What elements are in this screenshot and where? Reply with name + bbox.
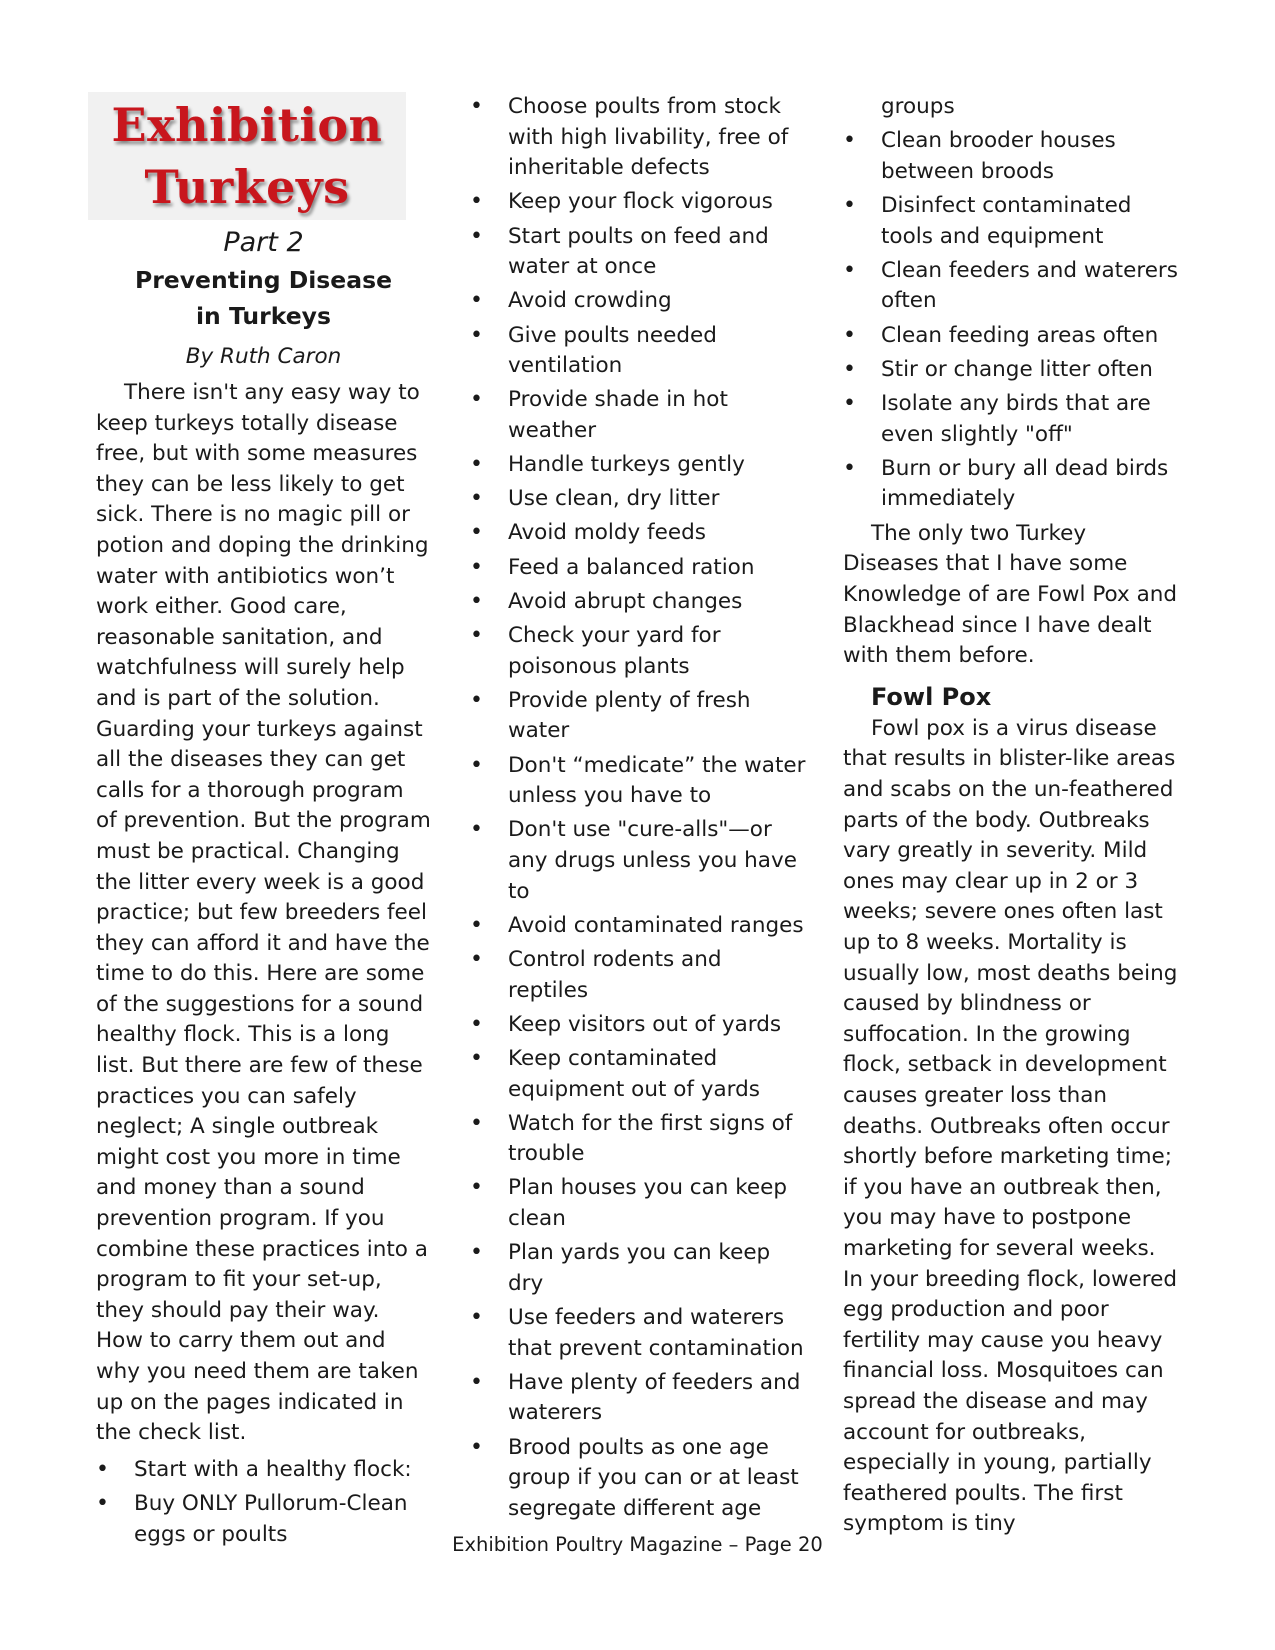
list-item: [470, 587, 806, 618]
list-item-text: Keep your flock vigorous: [508, 189, 773, 215]
list-item: [843, 321, 1181, 352]
list-item-text: Keep visitors out of yards: [508, 1011, 782, 1037]
column-3: [843, 92, 1181, 1540]
list-item-text: Start poults on feed and water at once: [508, 223, 769, 280]
list-item: [470, 1368, 806, 1429]
list-item-text: Give poults needed ventilation: [508, 322, 717, 379]
list-item-text: Avoid moldy feeds: [508, 520, 706, 546]
bullet-icon: •: [470, 223, 483, 249]
list-item-text: Provide plenty of fresh water: [508, 687, 751, 744]
bullet-icon: •: [470, 752, 483, 778]
list-item-text: Have plenty of feeders and waterers: [508, 1369, 801, 1426]
list-item-continuation: groups: [881, 94, 955, 119]
page-footer: Exhibition Poultry Magazine – Page 20: [452, 1533, 823, 1556]
list-item-text: Don't “medicate” the water unless you have to: [508, 752, 806, 809]
list-item-text: Use clean, dry litter: [508, 486, 720, 512]
list-item-text: Buy ONLY Pullorum-Clean eggs or poults: [134, 1490, 408, 1547]
list-item-text: Disinfect contaminated tools and equipment: [881, 192, 1132, 249]
list-item-text: Plan yards you can keep dry: [508, 1240, 771, 1296]
bullet-icon: •: [470, 623, 483, 649]
list-item-text: Check your yard for poisonous plants: [508, 623, 721, 679]
list-item-text: Don't use "cure-alls"—or any drugs unless you have to: [508, 817, 797, 904]
bullet-icon: •: [470, 1305, 483, 1331]
article-title-line-1: Exhibition: [111, 98, 383, 152]
bullet-icon: •: [470, 1110, 483, 1136]
list-item: [470, 92, 806, 184]
list-item: [470, 1010, 806, 1041]
bullet-icon: •: [843, 192, 856, 218]
list-item-text: Burn or bury all dead birds immediately: [881, 455, 1169, 512]
list-item: [470, 518, 806, 549]
list-item-text: Control rodents and reptiles: [508, 946, 722, 1003]
bullet-icon: •: [470, 1434, 483, 1460]
subtitle-line-1: Preventing Disease: [134, 266, 393, 294]
list-item: [470, 553, 806, 584]
bullet-icon: •: [843, 128, 856, 154]
list-item-text: Avoid abrupt changes: [508, 588, 743, 614]
list-item: [470, 911, 806, 942]
list-item-text: Clean feeders and waterers often: [881, 257, 1178, 314]
bullet-icon: •: [843, 322, 856, 348]
title-banner: [88, 92, 406, 220]
checklist-part-2: [470, 92, 806, 1524]
column-2: [470, 92, 806, 1528]
bullet-icon: •: [470, 1011, 483, 1037]
list-item: [843, 454, 1181, 515]
list-item: [470, 1109, 806, 1170]
list-item-text: Start with a healthy flock:: [134, 1456, 412, 1482]
bullet-icon: •: [470, 387, 483, 413]
intro-paragraph: There isn't any easy way to keep turkeys totally disease free, but with some measures they can be less likely to get sick. There is no magic pill or potion and doping the drinking water with antibiotics won’t work either. Good care, reasonable sanitation, and watchfulness will surely help and is part of the solution. Guarding your turkeys against all the diseases they can get calls for a thorough program of prevention. But the program must be practical. Changing the litter every week is a good practice; but few breeders feel they can afford it and have the time to do this. Here are some of the suggestions for a sound healthy flock. This is a long list. But there are few of these practices you can safely neglect; A single outbreak might cost you more in time and money than a sound prevention program. If you combine these practices into a program to fit your set-up, they should pay their way. How to carry them out and why you need them are taken up on the pages indicated in the check list.: [96, 380, 431, 1446]
list-item-text: Avoid contaminated ranges: [508, 912, 804, 938]
list-item: [470, 815, 806, 907]
checklist-part-3: [843, 126, 1181, 515]
bullet-icon: •: [470, 1369, 483, 1395]
list-item: [843, 126, 1181, 187]
list-item: [470, 751, 806, 812]
bullet-icon: •: [843, 390, 856, 416]
list-item: [470, 1173, 806, 1234]
column-1: [96, 92, 431, 1554]
bullet-icon: •: [470, 452, 483, 478]
list-item: [470, 187, 806, 218]
list-item: [96, 1455, 431, 1486]
list-item: [843, 256, 1181, 317]
bullet-icon: •: [470, 817, 483, 843]
list-item: [470, 1303, 806, 1364]
list-item-text: Plan houses you can keep clean: [508, 1175, 788, 1232]
bullet-icon: •: [470, 189, 483, 215]
bullet-icon: •: [843, 257, 856, 283]
part-label: Part 2: [223, 227, 304, 258]
byline: By Ruth Caron: [185, 344, 342, 369]
list-item: [470, 286, 806, 317]
list-item: [470, 1238, 806, 1299]
list-item-text: Avoid crowding: [508, 288, 672, 314]
list-item-text: Stir or change litter often: [881, 356, 1153, 382]
list-item: [470, 222, 806, 283]
list-item-text: Handle turkeys gently: [508, 452, 745, 478]
bullet-icon: •: [843, 455, 856, 481]
bullet-icon: •: [470, 588, 483, 614]
bullet-icon: •: [843, 356, 856, 382]
list-item-text: Brood poults as one age group if you can or at least segregate different age: [508, 1434, 799, 1521]
bullet-icon: •: [470, 554, 483, 580]
subtitle-line-2: in Turkeys: [196, 302, 331, 330]
fowl-pox-paragraph: Fowl pox is a virus disease that results in blister-like areas and scabs on the un-feathered parts of the body. Outbreaks vary greatly in severity. Mild ones may clear up in 2 or 3 weeks; severe ones often last up to 8 weeks. Mortality is usually low, most deaths being caused by blindness or suffocation. In the growing flock, setback in development causes greater loss than deaths. Outbreaks often occur shortly before marketing time; if you have an outbreak then, you may have to postpone marketing for several weeks. In your breeding flock, lowered egg production and poor fertility may cause you heavy financial loss. Mosquitoes can spread the disease and may account for outbreaks, especially in young, partially feathered poults. The first symptom is tiny: [843, 715, 1178, 1537]
list-item-text: Keep contaminated equipment out of yards: [508, 1045, 760, 1102]
list-item: [843, 191, 1181, 252]
bullet-icon: •: [470, 322, 483, 348]
diseases-intro-paragraph: The only two Turkey Diseases that I have some Knowledge of are Fowl Pox and Blackhead since I have dealt with them before.: [843, 520, 1178, 669]
list-item-text: Use feeders and waterers that prevent contamination: [508, 1305, 804, 1361]
list-item: [470, 484, 806, 515]
bullet-icon: •: [470, 288, 483, 314]
list-item-text: Isolate any birds that are even slightly "off": [881, 390, 1151, 447]
list-item-text: Clean brooder houses between broods: [881, 128, 1116, 184]
bullet-icon: •: [96, 1456, 109, 1482]
list-item: [470, 450, 806, 481]
bullet-icon: •: [96, 1490, 109, 1516]
bullet-icon: •: [470, 1240, 483, 1266]
list-item-text: Watch for the first signs of trouble: [508, 1110, 793, 1167]
bullet-icon: •: [470, 520, 483, 546]
list-item-text: Clean feeding areas often: [881, 322, 1159, 348]
list-item-text: Choose poults from stock with high livability, free of inheritable defects: [508, 94, 789, 181]
list-item: [470, 1433, 806, 1525]
section-heading-fowl-pox: Fowl Pox: [871, 682, 992, 711]
list-item: [470, 1044, 806, 1105]
list-item: [470, 945, 806, 1006]
list-item-text: Provide shade in hot weather: [508, 387, 728, 443]
list-item: [470, 385, 806, 446]
bullet-icon: •: [470, 486, 483, 512]
bullet-icon: •: [470, 687, 483, 713]
bullet-icon: •: [470, 946, 483, 972]
list-item: [470, 686, 806, 747]
list-item: [843, 355, 1181, 386]
bullet-icon: •: [470, 1175, 483, 1201]
bullet-icon: •: [470, 94, 483, 119]
list-item: [470, 321, 806, 382]
bullet-icon: •: [470, 1045, 483, 1071]
list-item: [470, 621, 806, 682]
bullet-icon: •: [470, 912, 483, 938]
list-item-text: Feed a balanced ration: [508, 554, 755, 580]
article-title-line-2: Turkeys: [144, 160, 350, 214]
list-item: [843, 389, 1181, 450]
